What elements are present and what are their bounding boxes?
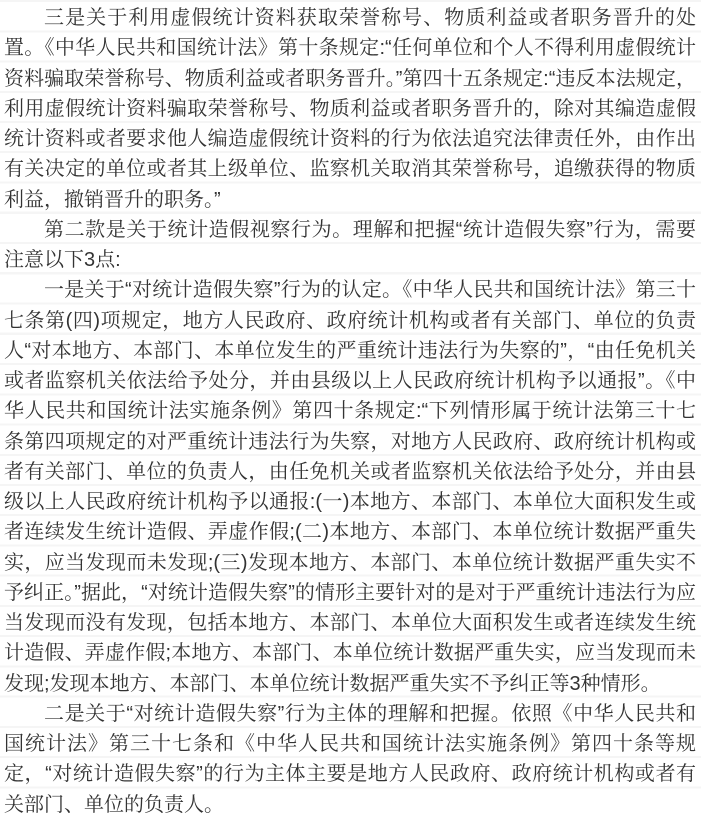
paragraph-point-two-subjects: 二是关于“对统计造假失察”行为主体的理解和把握。依照《中华人民共和国统计法》第三十七条和《中华人民共和国统计法实施条例》第四十条等规定，“对统计造假失察”的行为主体主要是地方人民政府、政府统计机构或者有关部门、单位的负责人。 (4, 702, 696, 816)
paragraph-second-clause-intro: 第二款是关于统计造假视察行为。理解和把握“统计造假失察”行为，需要注意以下3点: (4, 218, 696, 271)
paragraph-point-one-definition: 一是关于“对统计造假失察”行为的认定。《中华人民共和国统计法》第三十七条第(四)项规定，地方人民政府、政府统计机构或者有关部门、单位的负责人“对本地方、本部门、本单位发生的严重统计违法行为失察的”，“由任免机关或者监察机关依法给予处分，并由县级以上人民政府统计机构予以通报”。《中华人民共和国统计法实施条例》第四十条规定:“下列情形属于统计法第三十七条第四项规定的对严重统计违法行为失察，对地方人民政府、政府统计机构或者有关部门、单位的负责人，由任免机关或者监察机关依法给予处分，并由县级以上人民政府统计机构予以通报:(一)本地方、本部门、本单位大面积发生或者连续发生统计造假、弄虚作假;(二)本地方、本部门、本单位统计数据严重失实，应当发现而未发现;(三)发现本地方、本部门、本单位统计数据严重失实不予纠正。”据此，“对统计造假失察”的情形主要针对的是对于严重统计违法行为应当发现而没有发现，包括本地方、本部门、本单位大面积发生或者连续发生统计造假、弄虚作假;本地方、本部门、本单位统计数据严重失实，应当发现而未发现;发现本地方、本部门、本单位统计数据严重失实不予纠正等3种情形。 (4, 279, 696, 695)
paragraph-penalty-provisions: 三是关于利用虚假统计资料获取荣誉称号、物质利益或者职务晋升的处置。《中华人民共和国统计法》第十条规定:“任何单位和个人不得利用虚假统计资料骗取荣誉称号、物质利益或者职务晋升。”第四十五条规定:“违反本法规定，利用虚假统计资料骗取荣誉称号、物质利益或者职务晋升的，除对其编造虚假统计资料或者要求他人编造虚假统计资料的行为依法追究法律责任外，由作出有关决定的单位或者其上级单位、监察机关取消其荣誉称号，追缴获得的物质利益，撤销晋升的职务。” (4, 7, 696, 211)
